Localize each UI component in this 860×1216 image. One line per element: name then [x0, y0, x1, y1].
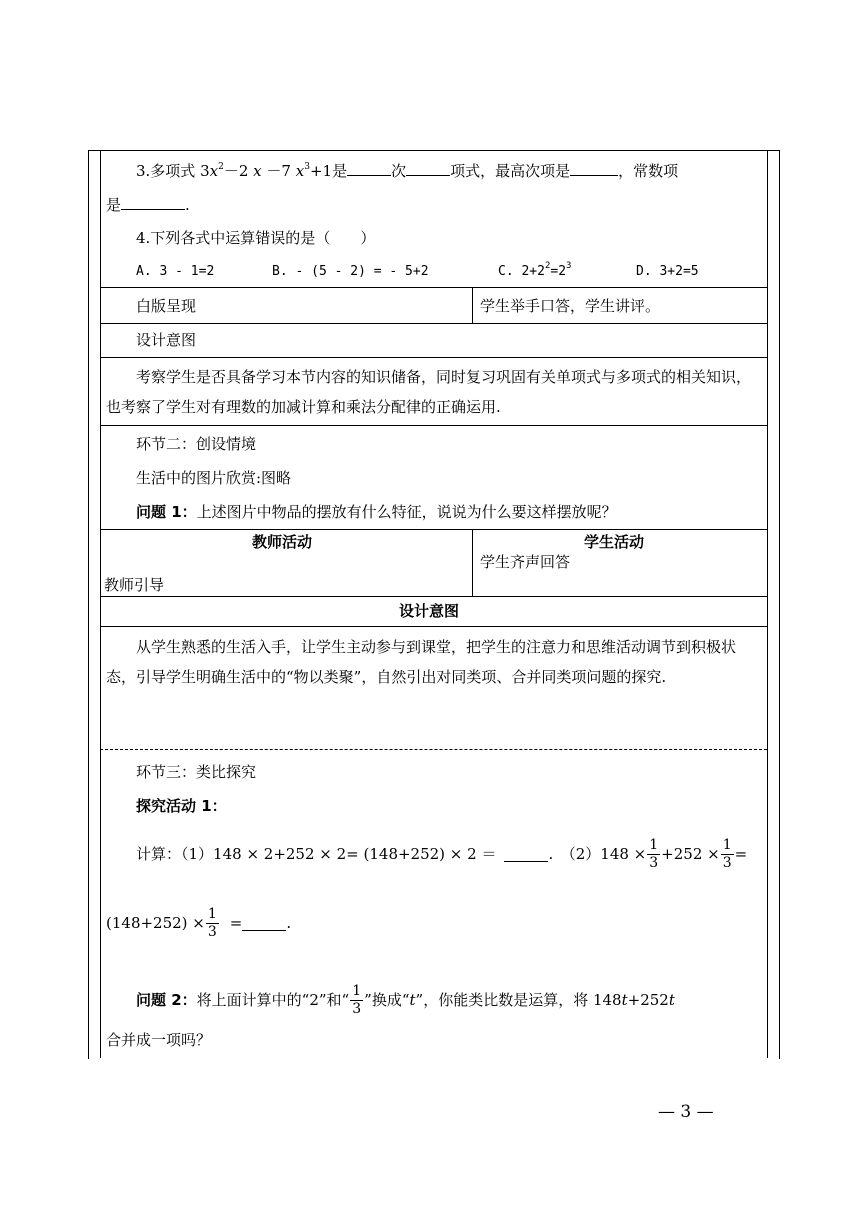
section-3-title: 环节三：类比探究 — [136, 763, 257, 781]
column-divider — [472, 287, 473, 323]
question-1: 问题 1：上述图片中物品的摆放有什么特征，说说为什么要这样摆放呢？ — [136, 503, 617, 521]
student-cell: 学生举手口答，学生讲评。 — [480, 297, 661, 315]
activity-label: 探究活动 1： — [136, 797, 227, 815]
option-d: D. 3+2=5 — [636, 264, 699, 279]
design-intent-heading: 设计意图 — [399, 602, 460, 620]
column-divider — [472, 529, 473, 596]
fraction-one-third: $\frac{1}{3}$ — [722, 836, 732, 871]
option-c: C. $2+2^2=2^3$ — [498, 261, 572, 279]
section-2-line: 生活中的图片欣赏:图略 — [136, 469, 292, 487]
row-divider — [100, 596, 767, 597]
question-3-line2: 是 . — [106, 196, 190, 214]
section-2-title: 环节二：创设情境 — [136, 435, 257, 453]
option-a: A. 3 - 1=2 — [136, 264, 215, 279]
calculation-line-1: 计算：（1）148 × 2+252 × 2= (148+252) × 2 ＝ . （2）148 × $\frac{1}{3}$ +252 × $\frac{1}{3}$ = — [136, 836, 748, 871]
fraction-one-third: $\frac{1}{3}$ — [352, 982, 362, 1017]
calculation-line-2: (148+252) × $\frac{1}{3}$ = . — [106, 905, 292, 940]
fraction-one-third: $\frac{1}{3}$ — [649, 836, 659, 871]
teacher-cell: 白版呈现 — [136, 297, 197, 315]
row-divider — [100, 529, 767, 530]
answer-blank — [570, 161, 618, 176]
design-intent-text: 从学生熟悉的生活入手，让学生主动参与到课堂，把学生的注意力和思维活动调节到积极状态，引导学生明确生活中的“物以类聚”，自然引出对同类项、合并同类项问题的探究. — [106, 638, 737, 686]
row-divider — [100, 425, 767, 426]
row-divider — [100, 626, 767, 627]
student-activity-value: 学生齐声回答 — [480, 553, 571, 571]
fraction-one-third: $\frac{1}{3}$ — [207, 905, 217, 940]
row-divider — [100, 323, 767, 324]
question-2-line2: 合并成一项吗？ — [106, 1031, 212, 1049]
student-activity-header: 学生活动 — [584, 533, 645, 551]
answer-blank — [242, 916, 286, 931]
row-divider — [100, 357, 767, 358]
dashed-divider — [100, 749, 767, 750]
question-3: 3.多项式 $3x^2-2$ x －7 $x^3+1$是 次 项式，最高次项是 ，常数项 — [136, 162, 679, 180]
row-divider — [100, 287, 767, 288]
teacher-activity-header: 教师活动 — [252, 533, 313, 551]
option-b: B. - (5 - 2) = - 5+2 — [272, 264, 429, 279]
dashed-left-edge — [100, 749, 101, 1058]
answer-blank — [121, 195, 185, 210]
answer-blank — [406, 161, 450, 176]
answer-blank — [347, 161, 391, 176]
design-intent-heading: 设计意图 — [136, 331, 197, 349]
teacher-activity-value: 教师引导 — [104, 576, 165, 594]
design-intent-text: 考察学生是否具备学习本节内容的知识储备，同时复习巩固有关单项式与多项式的相关知识，也考察了学生对有理数的加减计算和乘法分配律的正确运用. — [106, 368, 752, 416]
answer-blank — [504, 847, 548, 862]
question-2: 问题 2： 将上面计算中的“2”和“ $\frac{1}{3}$ ”换成“ t ”，你能类比数是运算，将 148 t +252 t — [136, 982, 675, 1017]
page-number: — 3 — — [658, 1102, 714, 1122]
question-4: 4.下列各式中运算错误的是（ ） — [136, 229, 376, 247]
